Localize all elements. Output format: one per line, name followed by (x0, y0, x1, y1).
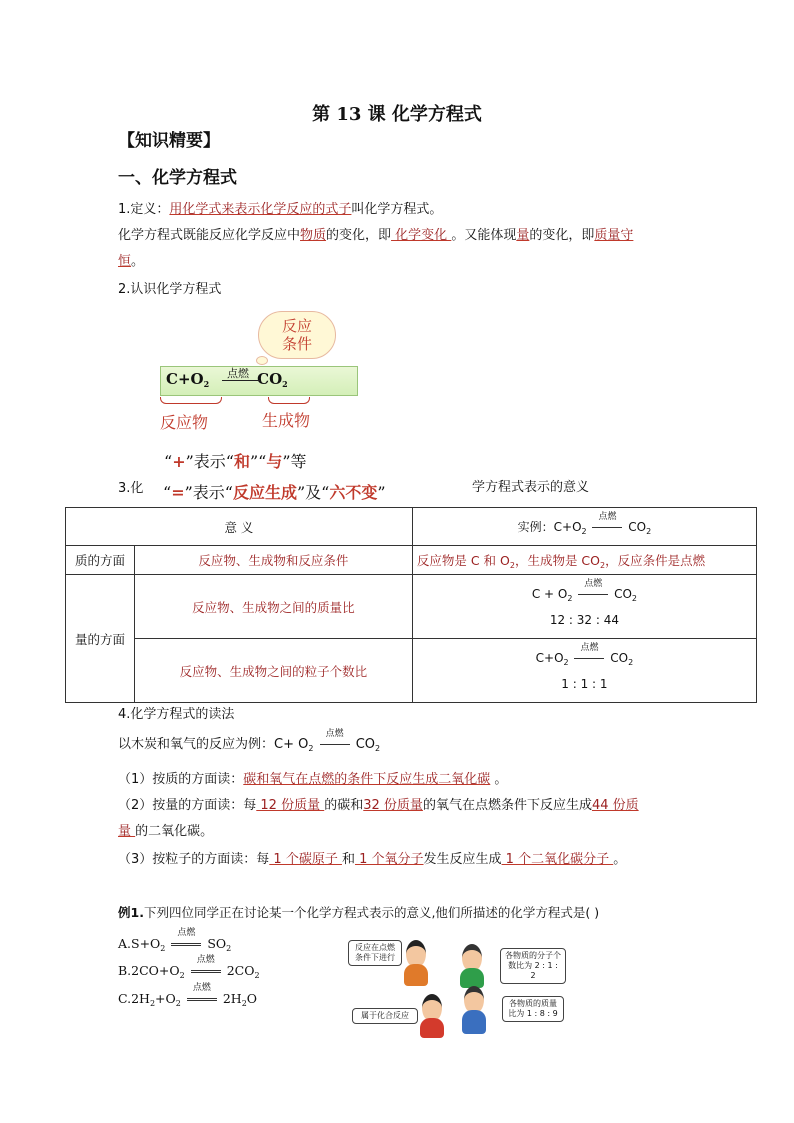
text: 发生反应生成 (423, 852, 502, 867)
text: （2）按量的方面读：每 (118, 798, 257, 813)
equals-symbol: = (171, 483, 185, 502)
example-text: 下列四位同学正在讨论某一个化学方程式表示的意义,他们所描述的化学方程式是( ) (143, 905, 600, 920)
equals-meaning (163, 480, 386, 503)
text: CO (355, 737, 376, 752)
student-body-icon (460, 968, 484, 988)
text: 的碳和 (324, 798, 364, 813)
row-particle-ratio-example: $C+O_2$ 点燃 $CO_2$ 1 : 1 : 1 (412, 639, 756, 703)
option-b[interactable]: $B.2CO+O_2$ 点燃 $2CO_2$ (118, 963, 260, 980)
cond-text: 点燃 (177, 928, 196, 938)
text: SO (207, 936, 227, 951)
text: 。 (613, 852, 627, 867)
reading-quantity-cont (118, 822, 213, 842)
reading-particle (118, 850, 626, 870)
mass-ratio: 12 : 32 : 44 (549, 612, 619, 627)
equation-condition: 点燃 (227, 367, 249, 380)
word-with: 与 (266, 452, 283, 471)
row-mass-ratio-meaning: 反应物、生成物之间的质量比 (135, 575, 413, 639)
cond-arrow (590, 511, 624, 534)
student-body-icon (462, 1010, 486, 1034)
meaning-table (65, 507, 757, 703)
example-label: 例1. (118, 905, 144, 920)
text: ”表示“ (185, 452, 234, 471)
student-body-icon (420, 1018, 444, 1038)
text: （1）按质的方面读： (118, 772, 244, 787)
def-answer: 用化学式来表示化学反应的式子 (169, 202, 352, 217)
text: 化学方程式既能反应化学反应中 (118, 228, 301, 243)
text: （3）按粒子的方面读：每 (118, 852, 270, 867)
row-quality-meaning: 反应物、生成物和反应条件 (135, 546, 413, 575)
product-brace (268, 397, 310, 404)
text: “ (163, 483, 172, 502)
example-question (118, 903, 599, 921)
item-three-prefix: 3.化 (118, 481, 144, 496)
item-two: 2.认识化学方程式 (118, 282, 222, 297)
word-generate: 反应生成 (232, 483, 297, 502)
answer-chemical-change: 化学变化 (391, 228, 452, 243)
eq-right: CO (257, 370, 283, 388)
text: CO (610, 650, 629, 665)
cond-arrow (185, 983, 219, 1006)
answer-oxygen-molecule: 1 个氧分子 (354, 852, 424, 867)
answer-quality-reading: 碳和氧气在点燃的条件下反应生成二氧化碳 (243, 772, 491, 787)
reading-quantity (118, 796, 639, 816)
text: 2H (222, 991, 242, 1006)
condition-cloud (258, 311, 336, 359)
text: 的二氧化碳。 (135, 824, 214, 839)
cond-text: 点燃 (196, 955, 215, 965)
section-heading-equation: 一、化学方程式 (118, 168, 237, 188)
keyword-substance: 物质 (300, 228, 327, 243)
text: ”等 (282, 452, 307, 471)
answer-44-parts-cont: 量 (118, 824, 136, 839)
header-example: 实例：$C+O_2$ 点燃 $CO_2$ (412, 508, 756, 546)
text: 以木炭和氧气的反应为例：C+ O (118, 737, 309, 752)
text: 反应物是 C 和 O (416, 552, 510, 568)
option-c[interactable]: $C.2H_2+O_2$ 点燃 $2H_2O$ (118, 991, 257, 1008)
text: 。 (490, 772, 508, 787)
speech-bubble-1: 反应在点燃条件下进行 (348, 940, 402, 966)
text: +O (155, 991, 176, 1006)
keyword-quantity: 量 (516, 228, 530, 243)
cond-text: 点燃 (325, 729, 344, 739)
row-quality-example: 反应物是 C 和 $O_2$，生成物是 $CO_2$，反应条件是点燃 (412, 546, 756, 575)
word-and: 和 (233, 452, 250, 471)
text: 。 (131, 254, 145, 269)
option-a[interactable]: $A.S+O_2$ 点燃 $SO_2$ (118, 936, 231, 953)
text: C.2H (118, 991, 150, 1006)
particle-ratio: 1 : 1 : 1 (561, 676, 608, 691)
cond-arrow (169, 928, 203, 951)
text: ，反应条件是点燃 (605, 552, 706, 568)
speech-bubble-4: 各物质的质量比为 1 : 8 : 9 (502, 996, 564, 1022)
answer-mass-conservation-cont: 恒 (118, 254, 132, 269)
text: ”及“ (296, 483, 330, 502)
speech-bubble-3: 属于化合反应 (352, 1008, 418, 1024)
text: A.S+O (118, 936, 161, 951)
def-suffix: 叫化学方程式。 (351, 202, 443, 217)
page-title: 第 13 课 化学方程式 (312, 104, 482, 125)
cond-arrow (189, 955, 223, 978)
plus-meaning (164, 449, 307, 472)
text: 的变化，即 (529, 228, 595, 243)
text: ”表示“ (184, 483, 233, 502)
header-meaning: 意 义 (66, 508, 413, 546)
cond-text: 点燃 (580, 642, 599, 653)
text: 和 (341, 852, 355, 867)
cloud-text-2: 条件 (281, 335, 312, 353)
thought-bubble-dot (256, 356, 268, 365)
cond-text: 点燃 (584, 578, 603, 589)
text: ”“ (249, 452, 267, 471)
section-knowledge: 【知识精要】 (118, 131, 220, 151)
item-three-suffix: 学方程式表示的意义 (472, 480, 590, 495)
answer-44-parts: 44 份质 (591, 798, 639, 813)
students-illustration (340, 938, 590, 1038)
row-quantity-label: 量的方面 (66, 575, 135, 703)
subscript: 2 (203, 379, 210, 389)
cond-text: 点燃 (192, 983, 211, 993)
plus-symbol: + (172, 452, 186, 471)
cond-text: 点燃 (598, 511, 617, 522)
reactant-brace (160, 397, 222, 404)
eq-left: C+O (166, 370, 204, 388)
item-four: 4.化学方程式的读法 (118, 707, 235, 722)
text: ，生成物是 CO (514, 552, 600, 568)
row-particle-ratio-meaning: 反应物、生成物之间的粒子个数比 (135, 639, 413, 703)
text: CO (628, 519, 647, 534)
cond-arrow (318, 729, 352, 755)
answer-carbon-atom: 1 个碳原子 (269, 852, 342, 867)
text: “ (164, 452, 173, 471)
text: O (246, 991, 258, 1006)
reactants-label: 反应物 (160, 413, 209, 432)
row-mass-ratio-example: $C + O_2$ 点燃 $CO_2$ 12 : 32 : 44 (412, 575, 756, 639)
text: 实例：C+O (517, 519, 582, 534)
def-prefix: 1.定义： (118, 202, 170, 217)
answer-mass-conservation: 质量守 (594, 228, 634, 243)
paragraph-two (118, 226, 688, 246)
row-quality-label: 质的方面 (66, 546, 135, 575)
text: ” (377, 483, 386, 502)
text: 的变化，即 (326, 228, 392, 243)
text: B.2CO+O (118, 963, 180, 978)
subscript: 2 (282, 379, 288, 389)
reading-quality (118, 770, 507, 790)
word-six-invariants: 六不变 (329, 483, 378, 502)
text: 的氧气在点燃条件下反应生成 (422, 798, 592, 813)
answer-co2-molecule: 1 个二氧化碳分子 (501, 852, 614, 867)
text: 。又能体现 (451, 228, 517, 243)
cond-arrow (572, 642, 606, 665)
definition-line (118, 200, 442, 220)
answer-12-parts: 12 份质量 (256, 798, 325, 813)
cloud-text-1: 反应 (281, 317, 312, 335)
reading-intro: 以木炭和氧气的反应为例：$C+ O_2$ 点燃 $CO_2$ (118, 735, 380, 759)
text: CO (614, 586, 632, 601)
paragraph-two-cont (118, 252, 144, 272)
student-body-icon (404, 964, 428, 986)
products-label: 生成物 (262, 411, 311, 430)
text: C + O (531, 586, 568, 601)
speech-bubble-2: 各物质的分子个数比为 2 : 1 : 2 (500, 948, 566, 984)
text: 2CO (226, 963, 255, 978)
equation-bar (222, 380, 260, 381)
text: C+O (535, 650, 564, 665)
cond-arrow (576, 578, 610, 601)
answer-32-parts: 32 份质量 (363, 798, 423, 813)
